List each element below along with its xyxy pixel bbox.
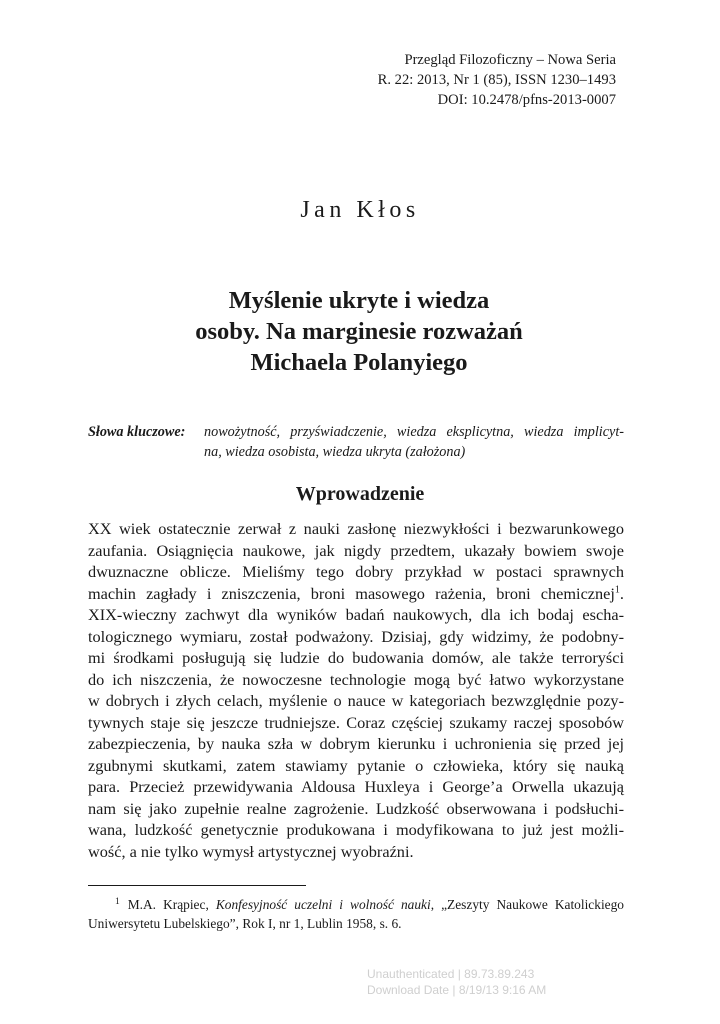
watermark-auth: Unauthenticated | 89.73.89.243 xyxy=(367,967,535,981)
journal-name: Przegląd Filozoficzny – Nowa Seria xyxy=(404,52,616,68)
body-line: para. Przecież przewidywania Aldousa Huxleya i George’a Orwella ukazują xyxy=(88,777,624,796)
footnote-work-title: Konfesyjność uczelni i wolność nauki xyxy=(215,897,431,912)
body-line: do ich niszczenia, że nowoczesne technologie mogą być łatwo wykorzystane xyxy=(88,669,624,689)
body-line-trailing-period: . xyxy=(619,583,624,603)
footnote-reference[interactable]: 1 xyxy=(614,584,620,596)
title-line: Michaela Polanyiego xyxy=(250,349,468,376)
footnote-number: 1 xyxy=(115,896,120,907)
body-paragraph xyxy=(88,518,624,862)
download-watermark xyxy=(367,966,546,998)
section-heading: Wprowadzenie xyxy=(295,483,425,505)
footnote-line xyxy=(88,895,624,914)
body-line: nam się jako zupełnie realne zagrożenie. Ludzkość obserwowana i podsłuchi- xyxy=(88,798,624,818)
footnote-citation: , „Zeszyty Naukowe Katolickiego xyxy=(430,897,625,912)
keywords-label: Słowa kluczowe: xyxy=(88,424,186,440)
journal-issue: R. 22: 2013, Nr 1 (85), ISSN 1230–1493 xyxy=(377,72,616,88)
author-name: Jan Kłos xyxy=(300,197,420,223)
keywords-text xyxy=(204,422,624,462)
body-line xyxy=(88,583,624,605)
body-line: wana, ludzkość genetycznie produkowana i modyfikowana to już jest możli- xyxy=(88,820,624,839)
footnote-author: M.A. Krąpiec, xyxy=(127,897,216,912)
body-line: wość, a nie tylko wymysł artystycznej wyobraźni. xyxy=(88,841,414,861)
body-line: XX wiek ostatecznie zerwał z nauki zasłonę niezwykłości i bezwarunkowego xyxy=(88,519,624,538)
title-line: osoby. Na marginesie rozważań xyxy=(195,318,523,345)
footnote-divider xyxy=(88,885,306,886)
journal-doi: DOI: 10.2478/pfns-2013-0007 xyxy=(437,92,616,108)
footnote xyxy=(88,895,624,933)
body-line: zaufania. Osiągnięcia naukowe, jak nigdy przedtem, ukazały bowiem swoje xyxy=(88,540,624,560)
article-title xyxy=(100,285,618,378)
body-line: zabezpieczenia, by nauka szła w dobrym kierunku i uchronienia się przed jej xyxy=(88,734,624,753)
body-line: tywnych staje się jeszcze trudniejsze. Coraz częściej szukamy raczej sposobów xyxy=(88,712,624,732)
footnote-line: Uniwersytetu Lubelskiego”, Rok I, nr 1, Lublin 1958, s. 6. xyxy=(88,916,402,931)
body-line: w dobrych i złych celach, myślenie o nauce w kategoriach bezwzględnie pozy- xyxy=(88,691,624,710)
body-line: zgubnymi skutkami, zatem stawiamy pytanie o człowieka, który się nauką xyxy=(88,755,624,775)
body-line: XIX-wieczny zachwyt dla wyników badań naukowych, dla ich bodaj escha- xyxy=(88,605,624,624)
body-line: mi środkami posługują się ludzie do budowania domów, ale także terroryści xyxy=(88,648,624,667)
title-line: Myślenie ukryte i wiedza xyxy=(228,287,490,314)
journal-header xyxy=(378,50,616,110)
watermark-date: Download Date | 8/19/13 9:16 AM xyxy=(367,983,547,997)
body-line: dwuznaczne oblicze. Mieliśmy tego dobry przykład w postaci sprawnych xyxy=(88,562,624,581)
keywords-line: nowożytność, przyświadczenie, wiedza eksplicytna, wiedza implicyt- xyxy=(204,424,624,440)
body-line: tologicznego wymiaru, został podważony. Dzisiaj, gdy widzimy, że podobny- xyxy=(88,626,624,646)
keywords-line: na, wiedza osobista, wiedza ukryta (założona) xyxy=(204,444,466,460)
body-line-text: machin zagłady i zniszczenia, broni masowego rażenia, broni chemicznej xyxy=(88,583,615,603)
